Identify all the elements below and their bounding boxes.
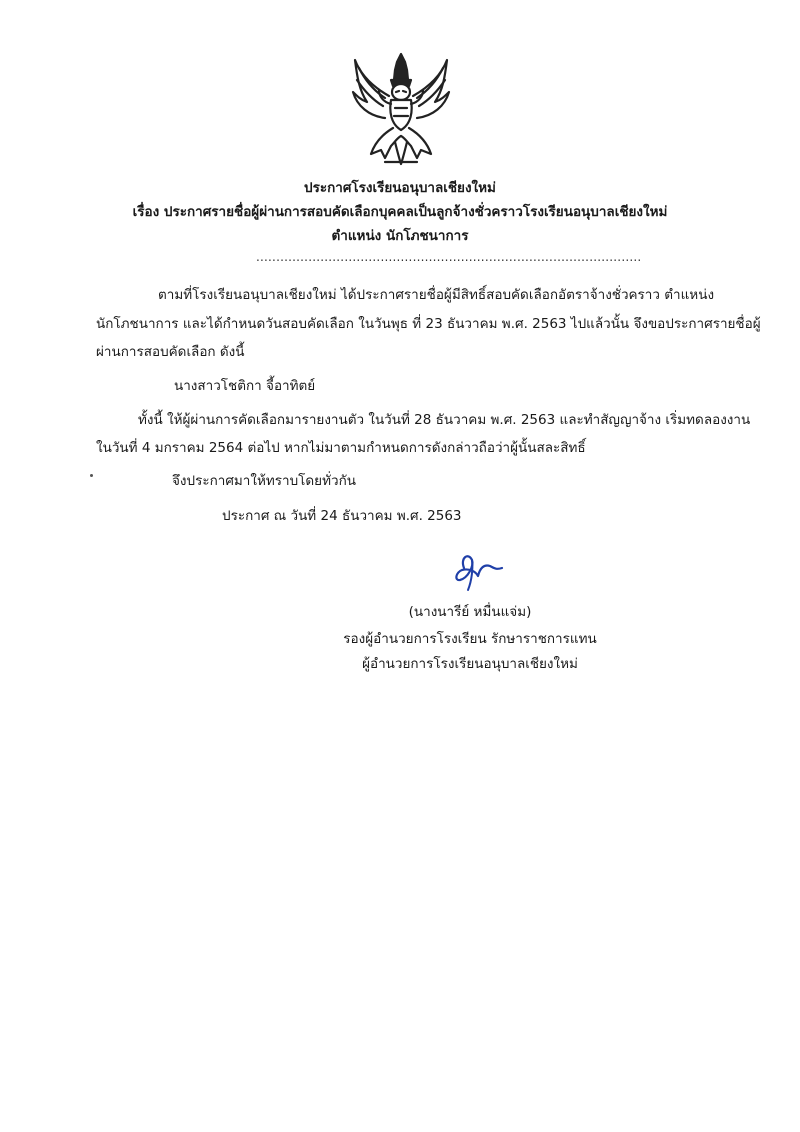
garuda-emblem-icon <box>345 50 457 168</box>
paragraph-1-line-2: นักโภชนาการ และได้กำหนดวันสอบคัดเลือก ในวันพุธ ที่ 23 ธันวาคม พ.ศ. 2563 ไปแล้วนั้น จึงขอประกาศรายชื่อผู้ <box>96 316 761 332</box>
paragraph-2-line-2: ในวันที่ 4 มกราคม 2564 ต่อไป หากไม่มาตามกำหนดการดังกล่าวถือว่าผู้นั้นสละสิทธิ์ <box>96 440 586 456</box>
announcement-position: ตำแหน่ง นักโภชนาการ <box>331 228 469 244</box>
stray-dot <box>90 474 93 477</box>
handwritten-signature-icon <box>446 548 506 593</box>
candidate-name: นางสาวโชติกา จี้อาทิตย์ <box>174 378 316 394</box>
closing-statement: จึงประกาศมาให้ทราบโดยทั่วกัน <box>172 473 356 489</box>
announcement-subject: เรื่อง ประกาศรายชื่อผู้ผ่านการสอบคัดเลือกบุคคลเป็นลูกจ้างชั่วคราวโรงเรียนอนุบาลเชียงใหม่ <box>132 204 668 220</box>
signer-name: (นางนารีย์ หมื่นแจ่ม) <box>408 604 532 620</box>
dotted-separator: ................................................................................................ <box>256 250 642 264</box>
announcement-date: ประกาศ ณ วันที่ 24 ธันวาคม พ.ศ. 2563 <box>222 508 462 524</box>
signer-title-line-2: ผู้อำนวยการโรงเรียนอนุบาลเชียงใหม่ <box>362 656 578 672</box>
announcement-title: ประกาศโรงเรียนอนุบาลเชียงใหม่ <box>304 180 496 196</box>
paragraph-1-line-3: ผ่านการสอบคัดเลือก ดังนี้ <box>96 344 245 360</box>
signer-title-line-1: รองผู้อำนวยการโรงเรียน รักษาราชการแทน <box>343 631 597 647</box>
paragraph-2-line-1: ทั้งนี้ ให้ผู้ผ่านการคัดเลือกมารายงานตัว ในวันที่ 28 ธันวาคม พ.ศ. 2563 และทำสัญญาจ้าง เริ่มทดลองงาน <box>138 412 751 428</box>
paragraph-1-line-1: ตามที่โรงเรียนอนุบาลเชียงใหม่ ได้ประกาศรายชื่อผู้มีสิทธิ์สอบคัดเลือกอัตราจ้างชั่วคราว ตำแหน่ง <box>158 287 715 303</box>
